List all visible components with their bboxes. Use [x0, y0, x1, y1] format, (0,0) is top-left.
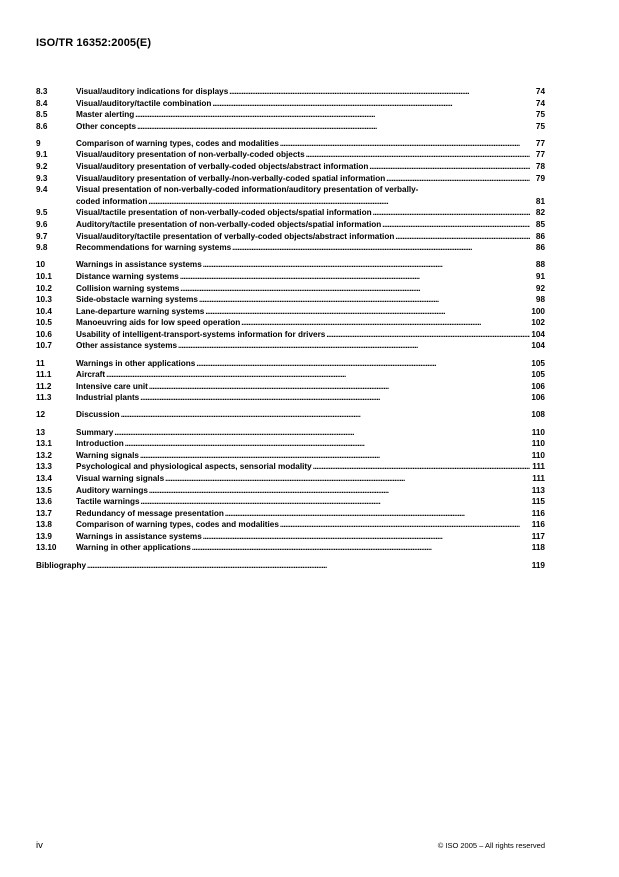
- toc-entry-number: 8.5: [36, 110, 48, 120]
- dot-leader: [149, 485, 530, 497]
- toc-entry[interactable]: [36, 519, 545, 531]
- copyright-notice: © ISO 2005 – All rights reserved: [437, 841, 545, 850]
- toc-entry-page: 110: [531, 427, 545, 437]
- toc-entry-title: Auditory/tactile presentation of non-verbally-coded objects/spatial information: [76, 220, 382, 230]
- toc-entry-title: Visual/auditory/tactile combination: [76, 98, 212, 108]
- toc-entry-title: Manoeuvring aids for low speed operation: [76, 318, 241, 328]
- toc-entry[interactable]: [36, 508, 545, 520]
- toc-entry[interactable]: [36, 184, 545, 207]
- toc-entry[interactable]: [36, 207, 545, 219]
- toc-entry-number: 10.6: [36, 329, 52, 339]
- toc-entry-page: 108: [531, 410, 545, 420]
- dot-leader: [165, 473, 530, 485]
- toc-entry-title: Collision warning systems: [76, 283, 180, 293]
- dot-leader: [199, 294, 530, 306]
- toc-entry-number: 10.4: [36, 306, 52, 316]
- toc-entry[interactable]: [36, 98, 545, 110]
- toc-entry-number: 10.7: [36, 341, 52, 351]
- toc-entry-page: 105: [531, 370, 545, 380]
- toc-entry-page: 79: [535, 173, 545, 183]
- toc-entry[interactable]: [36, 138, 545, 150]
- toc-entry-page: 113: [531, 485, 545, 495]
- toc-entry-number: 9.8: [36, 243, 48, 253]
- toc-entry-title: Tactile warnings: [76, 497, 140, 507]
- dot-leader: [212, 98, 530, 110]
- toc-entry-title: Visual presentation of non-verbally-coded information/auditory presentation of verbally-: [76, 185, 419, 195]
- toc-section: [36, 358, 545, 404]
- dot-leader: [205, 306, 530, 318]
- toc-entry-page: 82: [535, 208, 545, 218]
- table-of-contents: [36, 86, 545, 577]
- dot-leader: [232, 242, 530, 254]
- toc-entry-page: 88: [535, 260, 545, 270]
- toc-entry-page: 116: [531, 508, 545, 518]
- toc-entry-number: 13.4: [36, 473, 52, 483]
- toc-entry-title: Other concepts: [76, 121, 137, 131]
- toc-entry-page: 102: [531, 318, 545, 328]
- toc-entry-number: 8.6: [36, 121, 48, 131]
- toc-entry-page: 110: [531, 439, 545, 449]
- toc-entry[interactable]: [36, 294, 545, 306]
- toc-entry[interactable]: [36, 358, 545, 370]
- dot-leader: [180, 271, 530, 283]
- toc-entry-title: Visual/auditory presentation of non-verbally-coded objects: [76, 150, 305, 160]
- toc-entry-title: Visual/auditory presentation of verbally-/non-verbally-coded spatial information: [76, 173, 386, 183]
- toc-entry-number: 13.1: [36, 439, 52, 449]
- dot-leader: [106, 369, 530, 381]
- toc-entry-number: 13.9: [36, 531, 52, 541]
- dot-leader: [313, 461, 530, 473]
- dot-leader: [125, 438, 530, 450]
- dot-leader: [229, 86, 530, 98]
- toc-entry-page: 85: [535, 220, 545, 230]
- toc-entry-number: 11: [36, 358, 45, 368]
- toc-entry-title: Master alerting: [76, 110, 135, 120]
- toc-entry-title: Recommendations for warning systems: [76, 243, 232, 253]
- dot-leader: [148, 196, 530, 208]
- toc-entry[interactable]: [36, 242, 545, 254]
- toc-entry-title: Redundancy of message presentation: [76, 508, 224, 518]
- toc-entry-number: 8.3: [36, 87, 48, 96]
- toc-section: [36, 560, 545, 572]
- dot-leader: [149, 381, 530, 393]
- toc-entry[interactable]: [36, 560, 545, 572]
- toc-entry-number: 9.7: [36, 231, 48, 241]
- toc-entry-title-continued: coded information: [76, 196, 148, 206]
- toc-entry-number: 13.5: [36, 485, 52, 495]
- dot-leader: [280, 138, 530, 150]
- toc-entry[interactable]: [36, 173, 545, 185]
- toc-entry-page: 115: [531, 497, 545, 507]
- toc-entry-page: 111: [532, 462, 545, 472]
- dot-leader: [203, 259, 530, 271]
- toc-entry-title: Visual/auditory presentation of verbally-coded objects/abstract information: [76, 162, 369, 172]
- toc-entry-page: 104: [531, 329, 545, 339]
- toc-entry-page: 86: [535, 243, 545, 253]
- toc-section: [36, 409, 545, 421]
- toc-entry-title: Auditory warnings: [76, 485, 148, 495]
- toc-section: [36, 427, 545, 555]
- toc-entry-page: 98: [535, 295, 545, 305]
- toc-entry-page: 105: [531, 358, 545, 368]
- toc-entry-title: Warning signals: [76, 450, 139, 460]
- toc-entry-title: Lane-departure warning systems: [76, 306, 205, 316]
- toc-entry-number: 13.2: [36, 450, 52, 460]
- toc-entry-title: Usability of intelligent-transport-systems information for drivers: [76, 329, 326, 339]
- toc-entry-page: 77: [535, 138, 545, 148]
- toc-entry-number: 9.2: [36, 162, 48, 172]
- toc-entry-page: 78: [535, 162, 545, 172]
- toc-entry-page: 74: [535, 98, 545, 108]
- toc-entry-title: Psychological and physiological aspects, sensorial modality: [76, 462, 312, 472]
- dot-leader: [137, 121, 530, 133]
- toc-entry-page: 86: [535, 231, 545, 241]
- toc-entry-title: Side-obstacle warning systems: [76, 295, 198, 305]
- dot-leader: [140, 392, 530, 404]
- toc-entry-number: 9.5: [36, 208, 48, 218]
- toc-entry[interactable]: [36, 496, 545, 508]
- toc-entry-page: 77: [535, 150, 545, 160]
- toc-entry-page: 91: [535, 271, 545, 281]
- toc-section: [36, 259, 545, 352]
- dot-leader: [196, 358, 530, 370]
- toc-entry-number: 10.5: [36, 318, 52, 328]
- toc-entry[interactable]: [36, 369, 545, 381]
- toc-entry[interactable]: [36, 392, 545, 404]
- toc-entry-number: 9.3: [36, 173, 48, 183]
- dot-leader: [192, 542, 530, 554]
- toc-entry-title: Comparison of warning types, codes and modalities: [76, 520, 279, 530]
- toc-entry-page: 81: [535, 196, 545, 206]
- dot-leader: [306, 149, 530, 161]
- toc-entry-title: Visual warning signals: [76, 473, 165, 483]
- toc-entry[interactable]: [36, 450, 545, 462]
- toc-entry-number: 10.2: [36, 283, 52, 293]
- dot-leader: [140, 450, 530, 462]
- toc-entry-page: 74: [535, 87, 545, 96]
- toc-entry-page: 104: [531, 341, 545, 351]
- toc-entry-number: 11.1: [36, 370, 52, 380]
- toc-entry-title: Warnings in assistance systems: [76, 531, 202, 541]
- toc-entry[interactable]: [36, 329, 545, 341]
- toc-entry-title: Bibliography: [36, 560, 87, 570]
- toc-section: [36, 86, 545, 132]
- page-number: iv: [36, 840, 43, 851]
- toc-entry[interactable]: [36, 542, 545, 554]
- toc-entry-number: 13.8: [36, 520, 52, 530]
- dot-leader: [280, 519, 530, 531]
- toc-entry-title: Warnings in other applications: [76, 358, 196, 368]
- dot-leader: [225, 508, 530, 520]
- toc-entry[interactable]: [36, 121, 545, 133]
- toc-entry-title: Other assistance systems: [76, 341, 178, 351]
- toc-entry[interactable]: [36, 427, 545, 439]
- toc-entry[interactable]: [36, 409, 545, 421]
- toc-entry[interactable]: [36, 259, 545, 271]
- toc-entry-page: 116: [531, 520, 545, 530]
- toc-section: [36, 138, 545, 254]
- toc-entry-number: 9.4: [36, 185, 48, 195]
- toc-entry[interactable]: [36, 271, 545, 283]
- toc-entry-number: 12: [36, 410, 46, 420]
- toc-entry-page: 75: [535, 110, 545, 120]
- dot-leader: [386, 173, 530, 185]
- toc-entry[interactable]: [36, 109, 545, 121]
- toc-entry-number: 13.7: [36, 508, 52, 518]
- toc-entry-number: 8.4: [36, 98, 48, 108]
- toc-entry-number: 10: [36, 260, 46, 270]
- toc-entry-title: Aircraft: [76, 370, 106, 380]
- toc-entry[interactable]: [36, 438, 545, 450]
- dot-leader: [121, 409, 530, 421]
- toc-entry[interactable]: [36, 340, 545, 352]
- toc-entry-number: 10.3: [36, 295, 52, 305]
- toc-entry-number: 9.6: [36, 220, 48, 230]
- toc-entry-page: 110: [531, 450, 545, 460]
- toc-entry-title: Warnings in assistance systems: [76, 260, 202, 270]
- toc-entry-title: Summary: [76, 427, 114, 437]
- toc-entry[interactable]: [36, 317, 545, 329]
- toc-entry-page: 118: [531, 543, 545, 553]
- toc-entry-title: Comparison of warning types, codes and modalities: [76, 138, 279, 148]
- toc-entry-number: 11.3: [36, 393, 52, 403]
- toc-entry[interactable]: [36, 161, 545, 173]
- toc-entry-title: Visual/auditory indications for displays: [76, 87, 229, 96]
- toc-entry[interactable]: [36, 485, 545, 497]
- toc-entry-number: 13.10: [36, 543, 57, 553]
- toc-entry-title: Visual/auditory/tactile presentation of verbally-coded objects/abstract information: [76, 231, 395, 241]
- toc-entry-page: 117: [531, 531, 545, 541]
- toc-entry-title: Warning in other applications: [76, 543, 191, 553]
- toc-entry-title: Industrial plants: [76, 393, 140, 403]
- toc-entry-number: 11.2: [36, 381, 52, 391]
- toc-entry[interactable]: [36, 381, 545, 393]
- toc-entry[interactable]: [36, 86, 545, 98]
- dot-leader: [180, 283, 530, 295]
- toc-entry[interactable]: [36, 231, 545, 243]
- dot-leader: [141, 496, 530, 508]
- toc-entry-number: 13.3: [36, 462, 52, 472]
- toc-entry-page: 111: [532, 473, 545, 483]
- toc-entry[interactable]: [36, 531, 545, 543]
- toc-entry-title: Introduction: [76, 439, 124, 449]
- dot-leader: [326, 329, 530, 341]
- document-id: ISO/TR 16352:2005(E): [36, 37, 152, 49]
- toc-entry-title: Distance warning systems: [76, 271, 179, 281]
- dot-leader: [369, 161, 530, 173]
- toc-entry[interactable]: [36, 461, 545, 473]
- toc-entry[interactable]: [36, 283, 545, 295]
- dot-leader: [373, 207, 530, 219]
- toc-entry-title: Intensive care unit: [76, 381, 148, 391]
- dot-leader: [135, 109, 530, 121]
- dot-leader: [203, 531, 530, 543]
- toc-entry-title: Visual/tactile presentation of non-verbally-coded objects/spatial information: [76, 208, 372, 218]
- toc-entry-number: 13.6: [36, 497, 52, 507]
- toc-entry-number: 13: [36, 427, 46, 437]
- dot-leader: [178, 340, 530, 352]
- toc-entry-number: 9.1: [36, 150, 48, 160]
- dot-leader: [395, 231, 530, 243]
- toc-entry[interactable]: [36, 219, 545, 231]
- toc-entry-page: 75: [535, 121, 545, 131]
- toc-entry-title: Discussion: [76, 410, 120, 420]
- toc-entry-number: 9: [36, 138, 41, 148]
- dot-leader: [87, 560, 530, 572]
- toc-entry-number: 10.1: [36, 271, 52, 281]
- toc-entry[interactable]: [36, 149, 545, 161]
- toc-entry[interactable]: [36, 473, 545, 485]
- dot-leader: [241, 317, 530, 329]
- toc-entry-page: 106: [531, 381, 545, 391]
- dot-leader: [382, 219, 530, 231]
- toc-entry-page: 100: [531, 306, 545, 316]
- toc-entry-page: 106: [531, 393, 545, 403]
- toc-entry-page: 92: [535, 283, 545, 293]
- toc-entry[interactable]: [36, 306, 545, 318]
- toc-entry-page: 119: [531, 560, 545, 570]
- dot-leader: [114, 427, 530, 439]
